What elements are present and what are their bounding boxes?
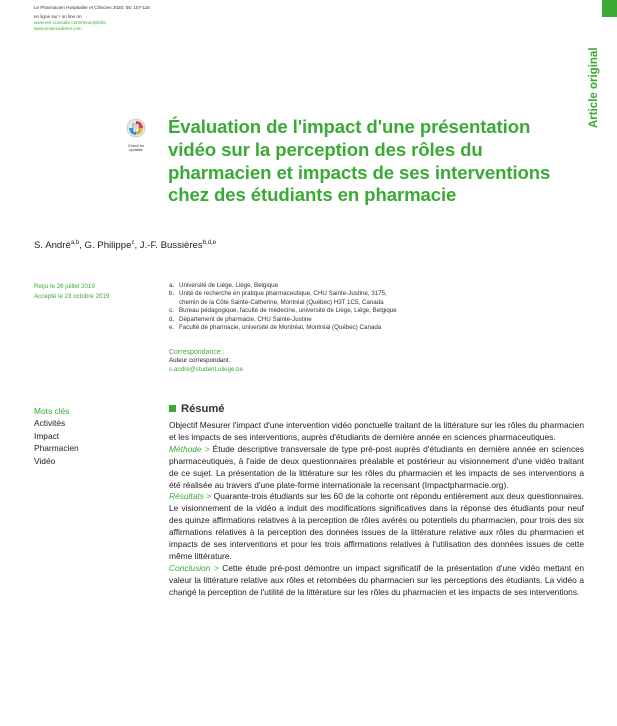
received-date: Reçu le 26 juillet 2019 — [34, 283, 95, 290]
affiliation-item — [169, 299, 397, 307]
author-affiliation-sup: a,b — [70, 239, 80, 246]
keywords-title: Mots clés — [34, 406, 70, 416]
keyword-item: Activités — [34, 418, 66, 429]
journal-citation: Le Pharmacien Hospitalier et Clinicien 2020; 55: 107-116 — [34, 5, 150, 10]
affiliation-letter: a. — [169, 282, 175, 289]
journal-url[interactable]: www.em-consulte.com/revue/phclin — [34, 20, 106, 25]
correspondence-label: Correspondance : — [169, 349, 225, 356]
affiliation-item — [169, 282, 397, 290]
affiliation-item — [169, 307, 397, 315]
affiliation-list — [169, 282, 397, 332]
keywords-block — [34, 405, 79, 467]
correspondence-block — [169, 349, 243, 374]
corresponding-author: Auteur correspondant. — [169, 357, 231, 365]
affiliation-item — [169, 324, 397, 332]
corner-tab — [602, 0, 617, 17]
affiliation-letter: d. — [169, 315, 175, 323]
affiliation-item — [169, 290, 397, 298]
conclusion-text: Cette étude pré-post démontre un impact significatif de la présentation d'une vidéo mettant en valeur la littérature relative aux rôles et retombées du pharmacien sur les perceptions des étudiants. La vidéo a changé la perception de l'utilité de la littérature sur les rôles du pharmacien et les impacts de ses interventions. — [169, 562, 584, 597]
article-dates — [34, 282, 109, 301]
abstract-objective: Objectif Mesurer l'impact d'une intervention vidéo ponctuelle traitant de la littérature sur les rôles du pharmacien et les impacts de ses interventions, auprès d'étudiants de dernière année en sciences pharmaceutiques. — [169, 420, 584, 442]
methods-label: Méthode > — [169, 443, 213, 454]
affiliation-letter: c. — [169, 307, 174, 315]
affiliation-text: Université de Liège, Liège, Belgique — [179, 282, 279, 289]
accepted-date: Accepté le 23 octobre 2019 — [34, 292, 110, 300]
article-title: Évaluation de l'impact d'une présentation vidéo sur la perception des rôles du pharmacien et impacts de ses interventions chez des étudiants en pharmacie — [168, 116, 551, 206]
heading-square-icon — [169, 405, 176, 412]
check-for-updates-badge[interactable] — [123, 118, 149, 153]
abstract-heading-text: Résumé — [181, 403, 225, 415]
author-name: J.-F. Bussières — [139, 240, 203, 251]
correspondence-email[interactable]: s.andre@student.uliege.be — [169, 365, 244, 373]
affiliation-text: Bureau pédagogique, faculté de médecine, université de Liège, Liège, Belgique — [179, 307, 397, 315]
keyword-item: Impact — [34, 430, 60, 441]
affiliation-text: Unité de recherche en pratique pharmaceutique, CHU Sainte-Justine, 3175, — [179, 290, 387, 298]
results-text: Quarante-trois étudiants sur les 60 de la cohorte ont répondu entièrement aux deux questionnaires. Le visionnement de la vidéo a induit des modifications significatives dans la réponse des étudiants pour neuf des quinze affirmations relatives à la perception de rôles avérés ou potentiels du pharmacien, pour trois des six affirmations relatives à la perception des données issues de la littérature relative aux rôles du pharmacien et impacts de ses interventions et pour les trois affirmations relatives à l'utilisation des données issues de cette même littérature. — [169, 491, 584, 561]
author-affiliation-sup: c — [131, 239, 135, 246]
online-label: en ligne sur / on line on — [34, 14, 82, 19]
abstract-body — [169, 420, 584, 599]
affiliation-item — [169, 316, 397, 324]
results-label: Résultats > — [169, 491, 214, 502]
affiliation-text: Faculté de pharmacie, université de Montréal, Montréal (Québec) Canada — [179, 324, 382, 332]
badge-line-1: Check for — [127, 144, 145, 148]
affiliation-text: chemin de la Côte Sainte-Catherine, Montréal (Québec) H3T 1C5, Canada — [179, 298, 384, 306]
affiliation-letter: b. — [169, 290, 175, 298]
affiliation-letter: e. — [169, 324, 175, 332]
author-name: G. Philippe — [84, 240, 132, 251]
methods-text: Étude descriptive transversale de type pré-post auprès d'étudiants en dernière année en sciences pharmaceutiques, à l'aide de deux questionnaires préalable et postérieur au visionnement d'une vidéo traitant de ce sujet. La présentation de la littérature sur les rôles du pharmacien et les impacts de ses interventions a été réalisée au travers d'une plate-forme internationale la recensant (Impactpharmacie.org). — [169, 443, 584, 490]
abstract-methods — [169, 444, 584, 492]
author-separator: , — [79, 240, 85, 251]
author-affiliation-sup: b,d,e — [202, 239, 217, 246]
author-list — [34, 240, 216, 251]
keyword-item: Pharmacien — [34, 443, 79, 454]
check-updates-icon — [126, 118, 146, 138]
affiliation-text: Département de pharmacie, CHU Sainte-Justine — [179, 315, 312, 323]
conclusion-label: Conclusion > — [169, 562, 223, 573]
article-type-label: Article original — [588, 47, 600, 128]
abstract-conclusion — [169, 563, 584, 599]
sciencedirect-url[interactable]: www.sciencedirect.com — [34, 26, 82, 31]
keyword-item: Vidéo — [34, 455, 56, 466]
abstract-results — [169, 491, 584, 562]
badge-line-2: updates — [129, 148, 143, 153]
author-name: S. André — [34, 240, 71, 251]
author-separator: , — [134, 240, 140, 251]
abstract-heading — [169, 403, 225, 415]
